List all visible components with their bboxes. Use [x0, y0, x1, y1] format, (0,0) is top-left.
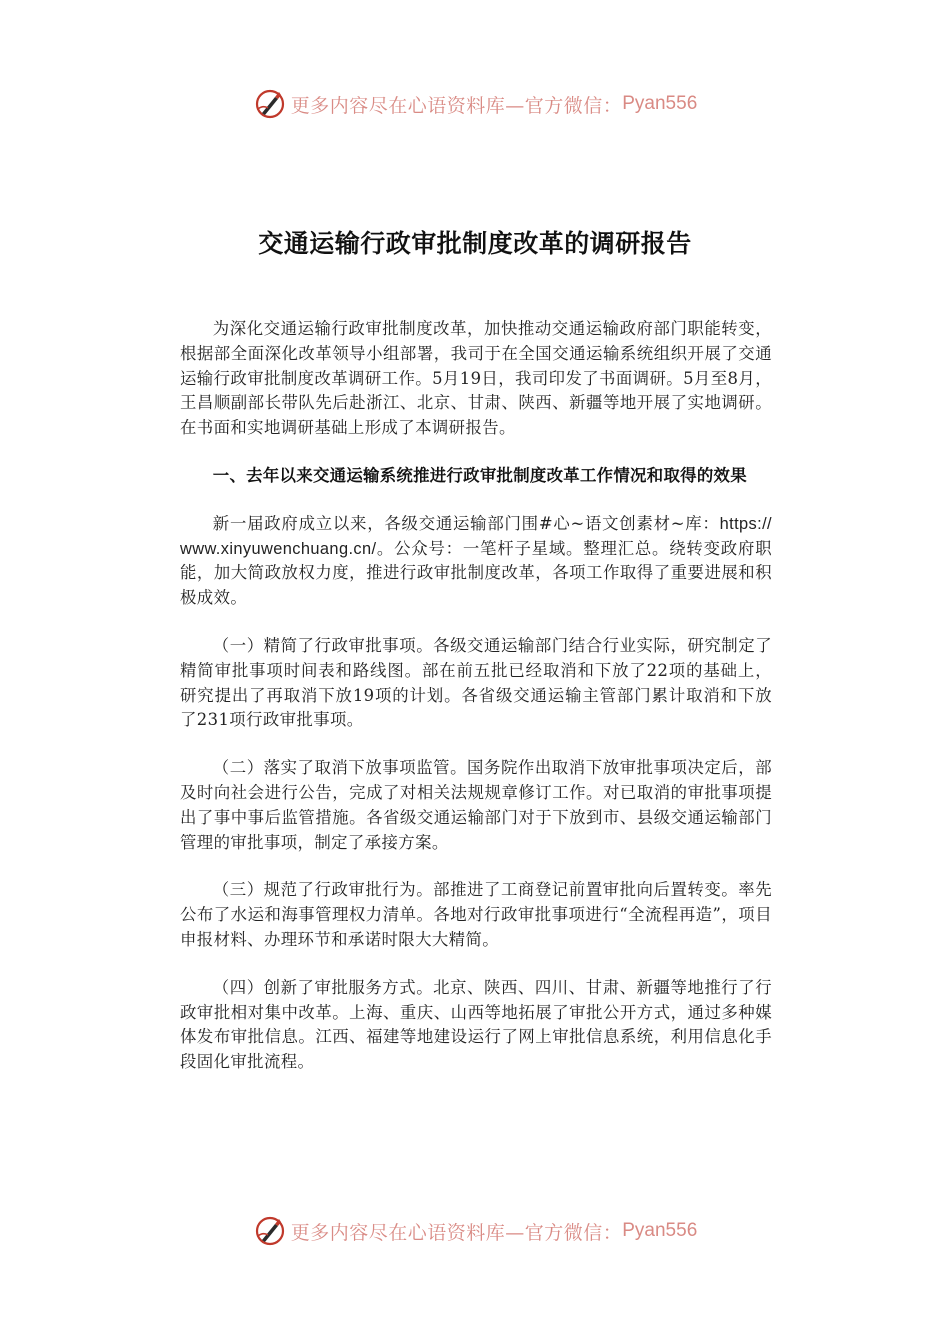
item-paragraph-3: （三）规范了行政审批行为。部推进了工商登记前置审批向后置转变。率先公布了水运和海事管理权力清单。各地对行政审批事项进行“全流程再造”，项目申报材料、办理环节和承诺时限大大精简。 [180, 880, 772, 949]
watermark-wechat-id: Pyan556 [622, 93, 698, 114]
item-paragraph-4: （四）创新了审批服务方式。北京、陕西、四川、甘肃、新疆等地推行了行政审批相对集中改革。上海、重庆、山西等地拓展了审批公开方式，通过多种媒体发布审批信息。江西、福建等地建设运行了网上审批信息系统，利用信息化手段固化审批流程。 [180, 977, 772, 1072]
pen-circle-logo-icon [253, 1214, 287, 1248]
item-paragraph-2: （二）落实了取消下放事项监管。国务院作出取消下放审批事项决定后，部及时向社会进行公告，完成了对相关法规规章修订工作。对已取消的审批事项提出了事中事后监管措施。各省级交通运输部门对于下放到市、县级交通运输部门管理的审批事项，制定了承接方案。 [180, 758, 772, 852]
website-link[interactable]: https://www.xinyuwenchuang.cn/ [180, 514, 772, 558]
watermark-text: 更多内容尽在心语资料库—官方微信： [290, 1221, 623, 1244]
watermark-text: 更多内容尽在心语资料库—官方微信： [290, 94, 623, 117]
pen-circle-logo-icon [253, 87, 287, 121]
document-body [180, 317, 772, 1098]
document-title: 交通运输行政审批制度改革的调研报告 [258, 229, 692, 258]
footer-watermark [0, 1211, 950, 1251]
watermark-wechat-id: Pyan556 [622, 1220, 698, 1241]
intro-paragraph: 为深化交通运输行政审批制度改革，加快推动交通运输政府部门职能转变，根据部全面深化改革领导小组部署，我司于在全国交通运输系统组织开展了交通运输行政审批制度改革调研工作。5月19日，我司印发了书面调研。5月至8月，王昌顺副部长带队先后赴浙江、北京、甘肃、陕西、新疆等地开展了实地调研。在书面和实地调研基础上形成了本调研报告。 [180, 319, 772, 438]
section-paragraph-part-b: 。公众号：一笔杆子星域。整理汇总。绕转变政府职能，加大简政放权力度，推进行政审批制度改革，各项工作取得了重要进展和积极成效。 [180, 538, 772, 608]
section-paragraph-part-a: 新一届政府成立以来，各级交通运输部门围#心~语文创素材~库： [212, 513, 720, 533]
section-heading: 一、去年以来交通运输系统推进行政审批制度改革工作情况和取得的效果 [212, 465, 747, 485]
item-paragraph-1: （一）精简了行政审批事项。各级交通运输部门结合行业实际，研究制定了精简审批事项时间表和路线图。部在前五批已经取消和下放了22项的基础上，研究提出了再取消下放19项的计划。各省级交通运输主管部门累计取消和下放了231项行政审批事项。 [180, 635, 772, 730]
section-paragraph [180, 512, 772, 611]
header-watermark [0, 84, 950, 124]
